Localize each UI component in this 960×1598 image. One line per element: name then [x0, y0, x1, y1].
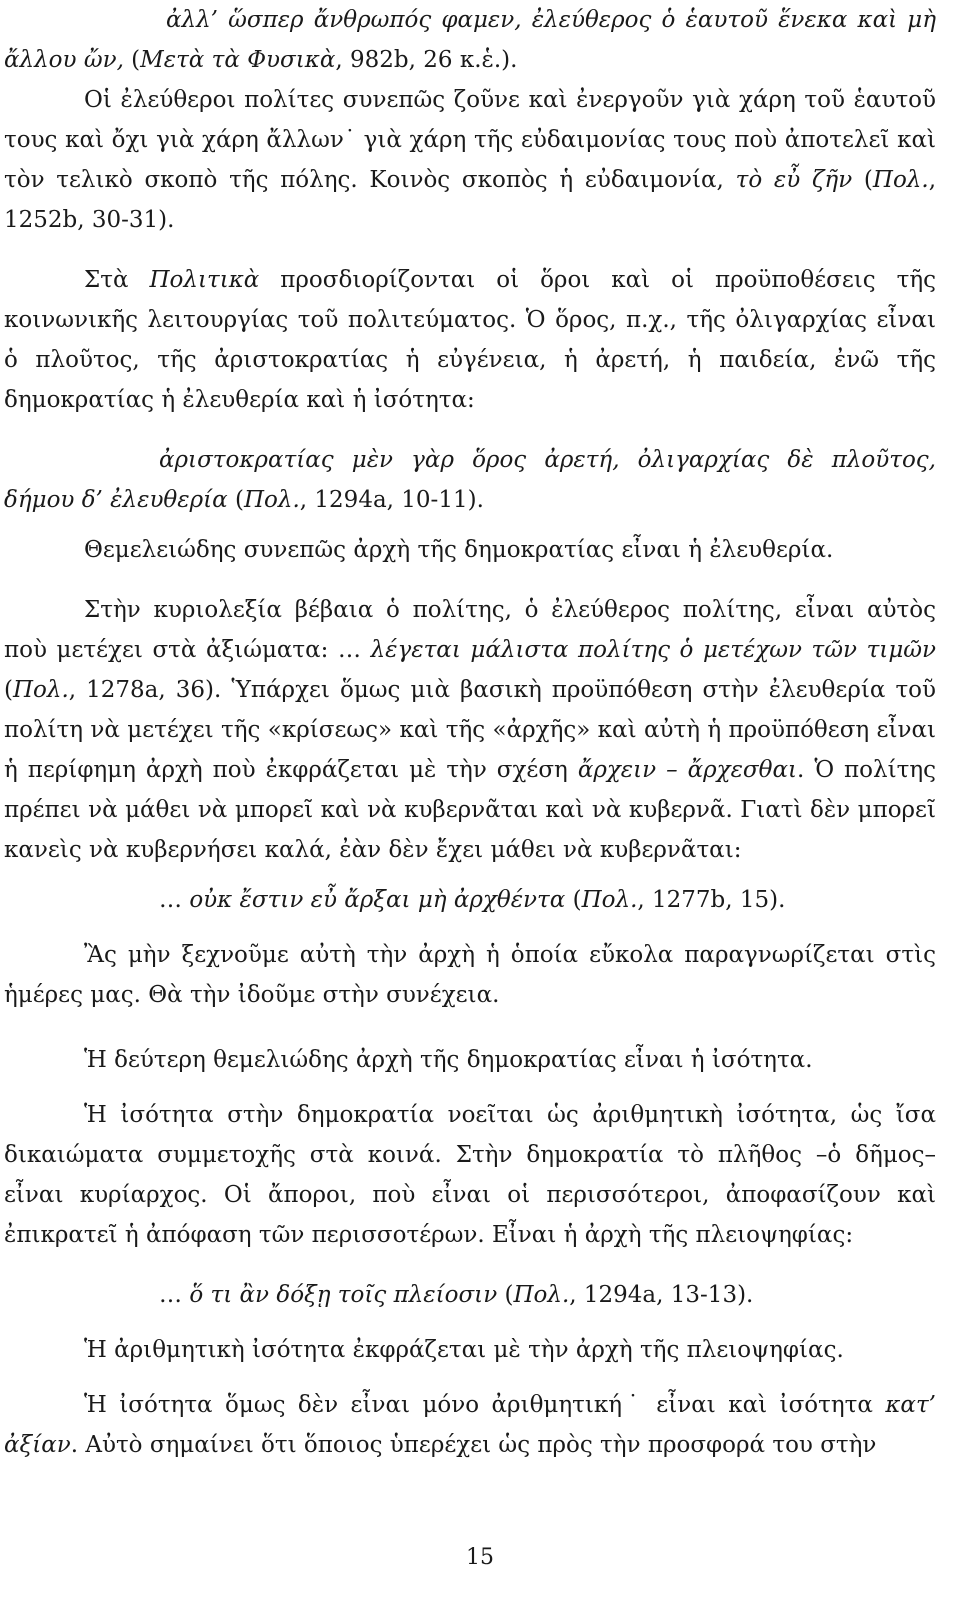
paragraph-freedom-principle: Θεμελειώδης συνεπῶς ἀρχὴ τῆς δημοκρατίας εἶναι ἡ ἐλευθερία. [84, 537, 834, 563]
paragraph-equality-principle: Ἡ δεύτερη θεμελιώδης ἀρχὴ τῆς δημοκρατίας εἶναι ἡ ἰσότητα. [84, 1047, 813, 1073]
paragraph-politika-terms: Στὰ Πολιτικὰ προσδιορίζονται οἱ ὅροι καὶ οἱ προϋποθέσεις τῆς κοινωνικῆς λειτουργίας τοῦ πολιτεύματος. Ὁ ὅρος, π.χ., τῆς ὀλιγαρχίας εἶναι ὁ πλοῦτος, τῆς ἀριστοκρατίας ἡ εὐγένεια, ἡ ἀρετή, ἡ παιδεία, ἐνῶ τῆς δημοκρατίας ἡ ἐλευθερία καὶ ἡ ἰσότητα: [4, 267, 936, 413]
quote-paragraph-metaphysics: ἀλλ’ ὥσπερ ἄνθρωπός φαμεν, ἐλεύθερος ὁ ἑαυτοῦ ἕνεκα καὶ μὴ ἄλλου ὤν, (Μετὰ τὰ Φυσικὰ, 982b, 26 κ.ἑ.). [4, 7, 936, 73]
paragraph-majority-rule: Ἡ ἀριθμητικὴ ἰσότητα ἐκφράζεται μὲ τὴν ἀρχὴ τῆς πλειοψηφίας. [84, 1337, 844, 1363]
paragraph-not-forget: Ἂς μὴν ξεχνοῦμε αὐτὴ τὴν ἀρχὴ ἡ ὁποία εὔκολα παραγνωρίζεται στὶς ἡμέρες μας. Θὰ τὴν ἰδοῦμε στὴν συνέχεια. [4, 942, 936, 1008]
paragraph-citizen-participation: Στὴν κυριολεξία βέβαια ὁ πολίτης, ὁ ἐλεύθερος πολίτης, εἶναι αὐτὸς ποὺ μετέχει στὰ ἀξιώματα: … λέγεται μάλιστα πολίτης ὁ μετέχων τῶν τιμῶν (Πολ., 1278a, 36). Ὑπάρχει ὅμως μιὰ βασικὴ προϋπόθεση στὴν ἐλευθερία τοῦ πολίτη νὰ μετέχει τῆς «κρίσεως» καὶ τῆς «ἀρχῆς» καὶ αὐτὴ ἡ προϋπόθεση εἶναι ἡ περίφημη ἀρχὴ ποὺ ἐκφράζεται μὲ τὴν σχέση ἄρχειν – ἄρχεσθαι. Ὁ πολίτης πρέπει νὰ μάθει νὰ μπορεῖ καὶ νὰ κυβερνᾶται καὶ νὰ κυβερνᾶ. Γιατὶ δὲν μπορεῖ κανεὶς νὰ κυβερνήσει καλά, ἐὰν δὲν ἔχει μάθει νὰ κυβερνᾶται: [4, 597, 936, 863]
citation: (Μετὰ τὰ Φυσικὰ, 982b, 26 κ.ἑ.). [123, 47, 518, 73]
quote-arxai: … οὐκ ἔστιν εὖ ἄρξαι μὴ ἀρχθέντα (Πολ., 1277b, 15). [159, 887, 786, 913]
quote-aristocracy-oligarchy: ἀριστοκρατίας μὲν γὰρ ὅρος ἀρετή, ὀλιγαρχίας δὲ πλοῦτος, δήμου δ’ ἐλευθερία (Πολ., 1294a, 10-11). [4, 447, 936, 513]
paragraph-arithmetic-equality: Ἡ ἰσότητα στὴν δημοκρατία νοεῖται ὡς ἀριθμητικὴ ἰσότητα, ὡς ἴσα δικαιώματα συμμετοχῆς στὰ κοινά. Στὴν δημοκρατία τὸ πλῆθος –ὁ δῆμος– εἶναι κυρίαρχος. Οἱ ἄποροι, ποὺ εἶναι οἱ περισσότεροι, ἀποφασίζουν καὶ ἐπικρατεῖ ἡ ἀπόφαση τῶν περισσοτέρων. Εἶναι ἡ ἀρχὴ τῆς πλειοψηφίας: [4, 1102, 936, 1248]
quote-majority: … ὅ τι ἂν δόξῃ τοῖς πλείοσιν (Πολ., 1294a, 13-13). [159, 1282, 754, 1308]
paragraph-free-citizens: Οἱ ἐλεύθεροι πολίτες συνεπῶς ζοῦνε καὶ ἐνεργοῦν γιὰ χάρη τοῦ ἑαυτοῦ τους καὶ ὄχι γιὰ χάρη ἄλλων˙ γιὰ χάρη τῆς εὐδαιμονίας τους ποὺ ἀποτελεῖ καὶ τὸν τελικὸ σκοπὸ τῆς πόλης. Κοινὸς σκοπὸς ἡ εὐδαιμονία, τὸ εὖ ζῆν (Πολ., 1252b, 30-31). [4, 87, 936, 233]
paragraph-merit-equality: Ἡ ἰσότητα ὅμως δὲν εἶναι μόνο ἀριθμητική˙ εἶναι καὶ ἰσότητα κατ’ ἀξίαν. Αὐτὸ σημαίνει ὅτι ὅποιος ὑπερέχει ὡς πρὸς τὴν προσφορά του στὴν [4, 1392, 936, 1458]
page-number: 15 [466, 1545, 494, 1570]
